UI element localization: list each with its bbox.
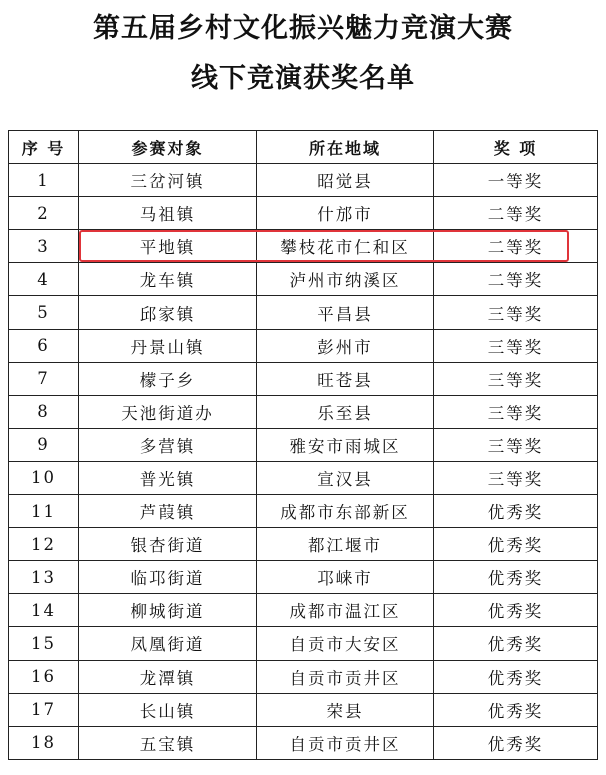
table-row	[9, 263, 598, 296]
table-row	[9, 561, 598, 594]
cell-participant: 长山镇	[79, 693, 257, 726]
cell-participant: 银杏街道	[79, 528, 257, 561]
cell-index: 15	[9, 627, 79, 660]
table-row	[9, 461, 598, 494]
cell-participant: 多营镇	[79, 428, 257, 461]
cell-participant: 三岔河镇	[79, 164, 257, 197]
table-row	[9, 230, 598, 263]
cell-participant: 天池街道办	[79, 395, 257, 428]
document-title: 第五届乡村文化振兴魅力竞演大赛	[93, 13, 513, 44]
table-row	[9, 296, 598, 329]
cell-index: 7	[9, 362, 79, 395]
cell-award: 优秀奖	[434, 528, 598, 561]
table-header-row	[9, 131, 598, 164]
cell-participant: 五宝镇	[79, 726, 257, 759]
cell-participant: 平地镇	[79, 230, 257, 263]
cell-participant: 凤凰街道	[79, 627, 257, 660]
cell-award: 三等奖	[434, 395, 598, 428]
cell-region: 荣县	[257, 693, 434, 726]
table-row	[9, 428, 598, 461]
cell-participant: 芦葭镇	[79, 495, 257, 528]
cell-award: 优秀奖	[434, 660, 598, 693]
cell-award: 二等奖	[434, 197, 598, 230]
cell-award: 优秀奖	[434, 627, 598, 660]
cell-participant: 龙潭镇	[79, 660, 257, 693]
table-row	[9, 660, 598, 693]
cell-region: 乐至县	[257, 395, 434, 428]
cell-region: 自贡市大安区	[257, 627, 434, 660]
table-row	[9, 197, 598, 230]
document-subtitle: 线下竞演获奖名单	[191, 63, 415, 94]
header-region: 所在地域	[257, 131, 434, 164]
table-row	[9, 395, 598, 428]
cell-award: 优秀奖	[434, 594, 598, 627]
table-row	[9, 495, 598, 528]
cell-region: 都江堰市	[257, 528, 434, 561]
cell-index: 3	[9, 230, 79, 263]
cell-award: 三等奖	[434, 461, 598, 494]
cell-award: 优秀奖	[434, 726, 598, 759]
cell-region: 旺苍县	[257, 362, 434, 395]
cell-award: 三等奖	[434, 329, 598, 362]
table-row	[9, 693, 598, 726]
cell-region: 成都市温江区	[257, 594, 434, 627]
cell-region: 泸州市纳溪区	[257, 263, 434, 296]
cell-region: 什邡市	[257, 197, 434, 230]
cell-award: 二等奖	[434, 230, 598, 263]
cell-index: 14	[9, 594, 79, 627]
table-row	[9, 594, 598, 627]
cell-participant: 临邛街道	[79, 561, 257, 594]
cell-award: 优秀奖	[434, 495, 598, 528]
table-row	[9, 528, 598, 561]
cell-index: 13	[9, 561, 79, 594]
cell-index: 8	[9, 395, 79, 428]
cell-participant: 丹景山镇	[79, 329, 257, 362]
cell-region: 宣汉县	[257, 461, 434, 494]
cell-index: 10	[9, 461, 79, 494]
cell-award: 三等奖	[434, 362, 598, 395]
cell-award: 一等奖	[434, 164, 598, 197]
cell-participant: 邱家镇	[79, 296, 257, 329]
cell-region: 彭州市	[257, 329, 434, 362]
cell-participant: 普光镇	[79, 461, 257, 494]
cell-index: 17	[9, 693, 79, 726]
cell-participant: 柳城街道	[79, 594, 257, 627]
cell-award: 二等奖	[434, 263, 598, 296]
cell-index: 18	[9, 726, 79, 759]
cell-award: 三等奖	[434, 428, 598, 461]
cell-index: 6	[9, 329, 79, 362]
cell-region: 自贡市贡井区	[257, 726, 434, 759]
header-participant: 参赛对象	[79, 131, 257, 164]
cell-award: 三等奖	[434, 296, 598, 329]
cell-region: 昭觉县	[257, 164, 434, 197]
cell-index: 16	[9, 660, 79, 693]
table-row	[9, 726, 598, 759]
cell-region: 平昌县	[257, 296, 434, 329]
cell-participant: 檬子乡	[79, 362, 257, 395]
cell-region: 攀枝花市仁和区	[257, 230, 434, 263]
cell-award: 优秀奖	[434, 693, 598, 726]
award-table	[8, 130, 598, 760]
cell-index: 2	[9, 197, 79, 230]
cell-index: 11	[9, 495, 79, 528]
header-award: 奖 项	[434, 131, 598, 164]
table-row	[9, 164, 598, 197]
cell-award: 优秀奖	[434, 561, 598, 594]
cell-participant: 马祖镇	[79, 197, 257, 230]
cell-region: 自贡市贡井区	[257, 660, 434, 693]
table-row	[9, 329, 598, 362]
cell-index: 1	[9, 164, 79, 197]
cell-region: 成都市东部新区	[257, 495, 434, 528]
cell-index: 12	[9, 528, 79, 561]
cell-region: 邛崃市	[257, 561, 434, 594]
cell-index: 9	[9, 428, 79, 461]
table-row	[9, 362, 598, 395]
cell-index: 4	[9, 263, 79, 296]
cell-region: 雅安市雨城区	[257, 428, 434, 461]
header-index: 序 号	[9, 131, 79, 164]
cell-participant: 龙车镇	[79, 263, 257, 296]
cell-index: 5	[9, 296, 79, 329]
table-row	[9, 627, 598, 660]
